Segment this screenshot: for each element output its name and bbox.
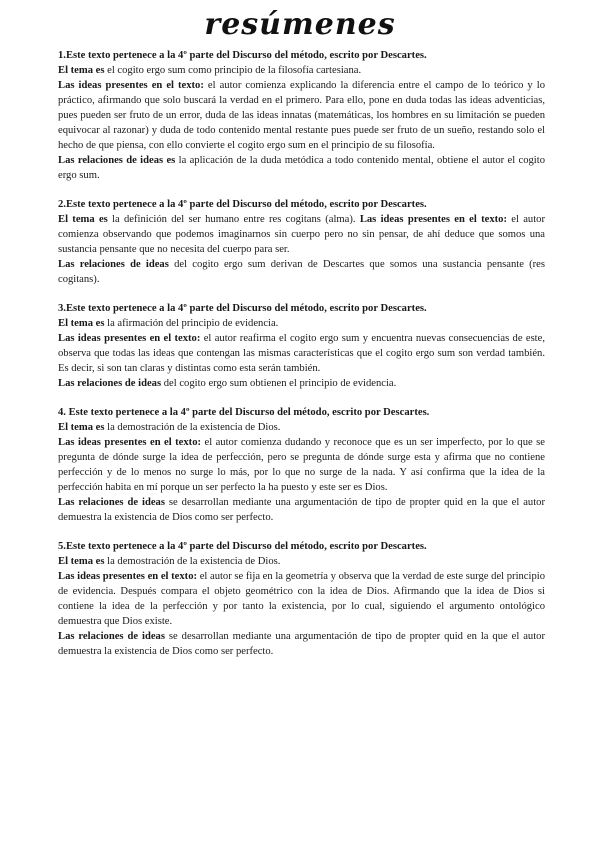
ideas-text: el autor se fija en la geometría y observa que la verdad de este surge del principio de evidencia. Después compara el objeto geométrico con la idea de Dios. Afirmando que la idea de Dios si contiene la idea de la perfección y por tanto la existencia, por lo cual, siguiendo el argumento ontológico demuestra que Dios existe.: [58, 571, 545, 627]
theme-label: El tema es: [58, 556, 105, 567]
page-title: resúmenes: [204, 7, 396, 42]
summaries-content: [58, 48, 545, 673]
theme-text: la demostración de la existencia de Dios.: [104, 556, 281, 567]
ideas-paragraph: [58, 435, 545, 495]
section-heading: 1.Este texto pertenece a la 4º parte del Discurso del método, escrito por Descartes.: [58, 50, 427, 61]
theme-label: El tema es: [58, 214, 108, 225]
summary-section-5: [58, 539, 545, 659]
summary-section-3: [58, 301, 545, 391]
relations-label: Las relaciones de ideas: [58, 631, 165, 642]
theme-text: la demostración de la existencia de Dios.: [104, 422, 281, 433]
relations-text: se desarrollan mediante una argumentación de tipo de propter quid en la que el autor demuestra la existencia de Dios como ser perfecto.: [58, 631, 545, 657]
theme-text: la afirmación del principio de evidencia.: [104, 318, 279, 329]
theme-ideas-paragraph: [58, 212, 545, 257]
relations-paragraph: [58, 495, 545, 525]
ideas-label: Las ideas presentes en el texto:: [58, 571, 198, 582]
theme-label: El tema es: [58, 65, 105, 76]
ideas-paragraph: [58, 331, 545, 376]
relations-label: Las relaciones de ideas: [58, 497, 165, 508]
ideas-label: Las ideas presentes en el texto:: [359, 214, 507, 225]
ideas-paragraph: [58, 78, 545, 153]
theme-paragraph: [58, 63, 545, 78]
relations-label: Las relaciones de ideas: [58, 259, 169, 270]
theme-label: El tema es: [58, 422, 105, 433]
ideas-text: el autor comienza dudando y reconoce que es un ser imperfecto, por lo que se pregunta de dónde surge la idea de perfección, pero se pregunta de dónde surge esta y afirma que no contiene perfección y de lo menos no surge lo más, por lo que no surge de la nada. Y así confirma que la idea de la perfección habita en mí porque un ser perfecto la ha puesto y este ser es Dios.: [58, 437, 545, 493]
section-heading: 2.Este texto pertenece a la 4º parte del Discurso del método, escrito por Descartes.: [58, 199, 427, 210]
theme-label: El tema es: [58, 318, 105, 329]
ideas-label: Las ideas presentes en el texto:: [58, 333, 201, 344]
ideas-text: el autor comienza explicando la diferencia entre el campo de lo teórico y lo práctico, afirmando que solo buscará la verdad en el primero. Para ello, pone en duda todas las ideas adventicias, pues pueden ser fruto de un error, duda de las ideas innatas (matemáticas, los hombres en su limitación se pueden equivocar al razonar) y duda de todo contenido mental restante pues puede ser fruto de un sueño, restando solo el hecho de que piensa, con ello convierte el cogito ergo sum en el principio de su filosofía.: [58, 80, 545, 151]
theme-paragraph: [58, 554, 545, 569]
relations-text: del cogito ergo sum obtienen el principio de evidencia.: [161, 378, 397, 389]
relations-label: Las relaciones de ideas es: [58, 155, 176, 166]
relations-paragraph: [58, 629, 545, 659]
section-heading: 5.Este texto pertenece a la 4º parte del Discurso del método, escrito por Descartes.: [58, 541, 427, 552]
summary-section-4: [58, 405, 545, 525]
ideas-text: el autor reafirma el cogito ergo sum y encuentra nuevas consecuencias de este, observa que todas las ideas que contengan las mismas características que el cogito ergo sum son verdad también. Es decir, si son tan claras y distintas como esta serán también.: [58, 333, 545, 374]
theme-paragraph: [58, 420, 545, 435]
relations-paragraph: [58, 153, 545, 183]
relations-text: la aplicación de la duda metódica a todo contenido mental, obtiene el autor el cogito ergo sum.: [58, 155, 545, 181]
relations-paragraph: [58, 257, 545, 287]
relations-paragraph: [58, 376, 545, 391]
section-heading: 3.Este texto pertenece a la 4º parte del Discurso del método, escrito por Descartes.: [58, 303, 427, 314]
relations-label: Las relaciones de ideas: [58, 378, 162, 389]
ideas-paragraph: [58, 569, 545, 629]
section-heading: 4. Este texto pertenece a la 4º parte del Discurso del método, escrito por Descartes.: [58, 407, 430, 418]
theme-text: el cogito ergo sum como principio de la filosofía cartesiana.: [104, 65, 362, 76]
ideas-label: Las ideas presentes en el texto:: [58, 80, 204, 91]
theme-text: la definición del ser humano entre res cogitans (alma).: [107, 214, 360, 225]
theme-paragraph: [58, 316, 545, 331]
relations-text: del cogito ergo sum derivan de Descartes que somos una sustancia pensante (res cogitans).: [58, 259, 546, 285]
ideas-label: Las ideas presentes en el texto:: [58, 437, 202, 448]
ideas-text: el autor comienza observando que podemos imaginarnos sin cuerpo pero no sin pensar, de ahí deduce que somos una sustancia pensante que no necesita del cuerpo para ser.: [58, 214, 545, 255]
relations-text: se desarrollan mediante una argumentación de tipo de propter quid en la que el autor demuestra la existencia de Dios como ser perfecto.: [58, 497, 545, 523]
summary-section-1: [58, 48, 545, 183]
summary-section-2: [58, 197, 545, 287]
